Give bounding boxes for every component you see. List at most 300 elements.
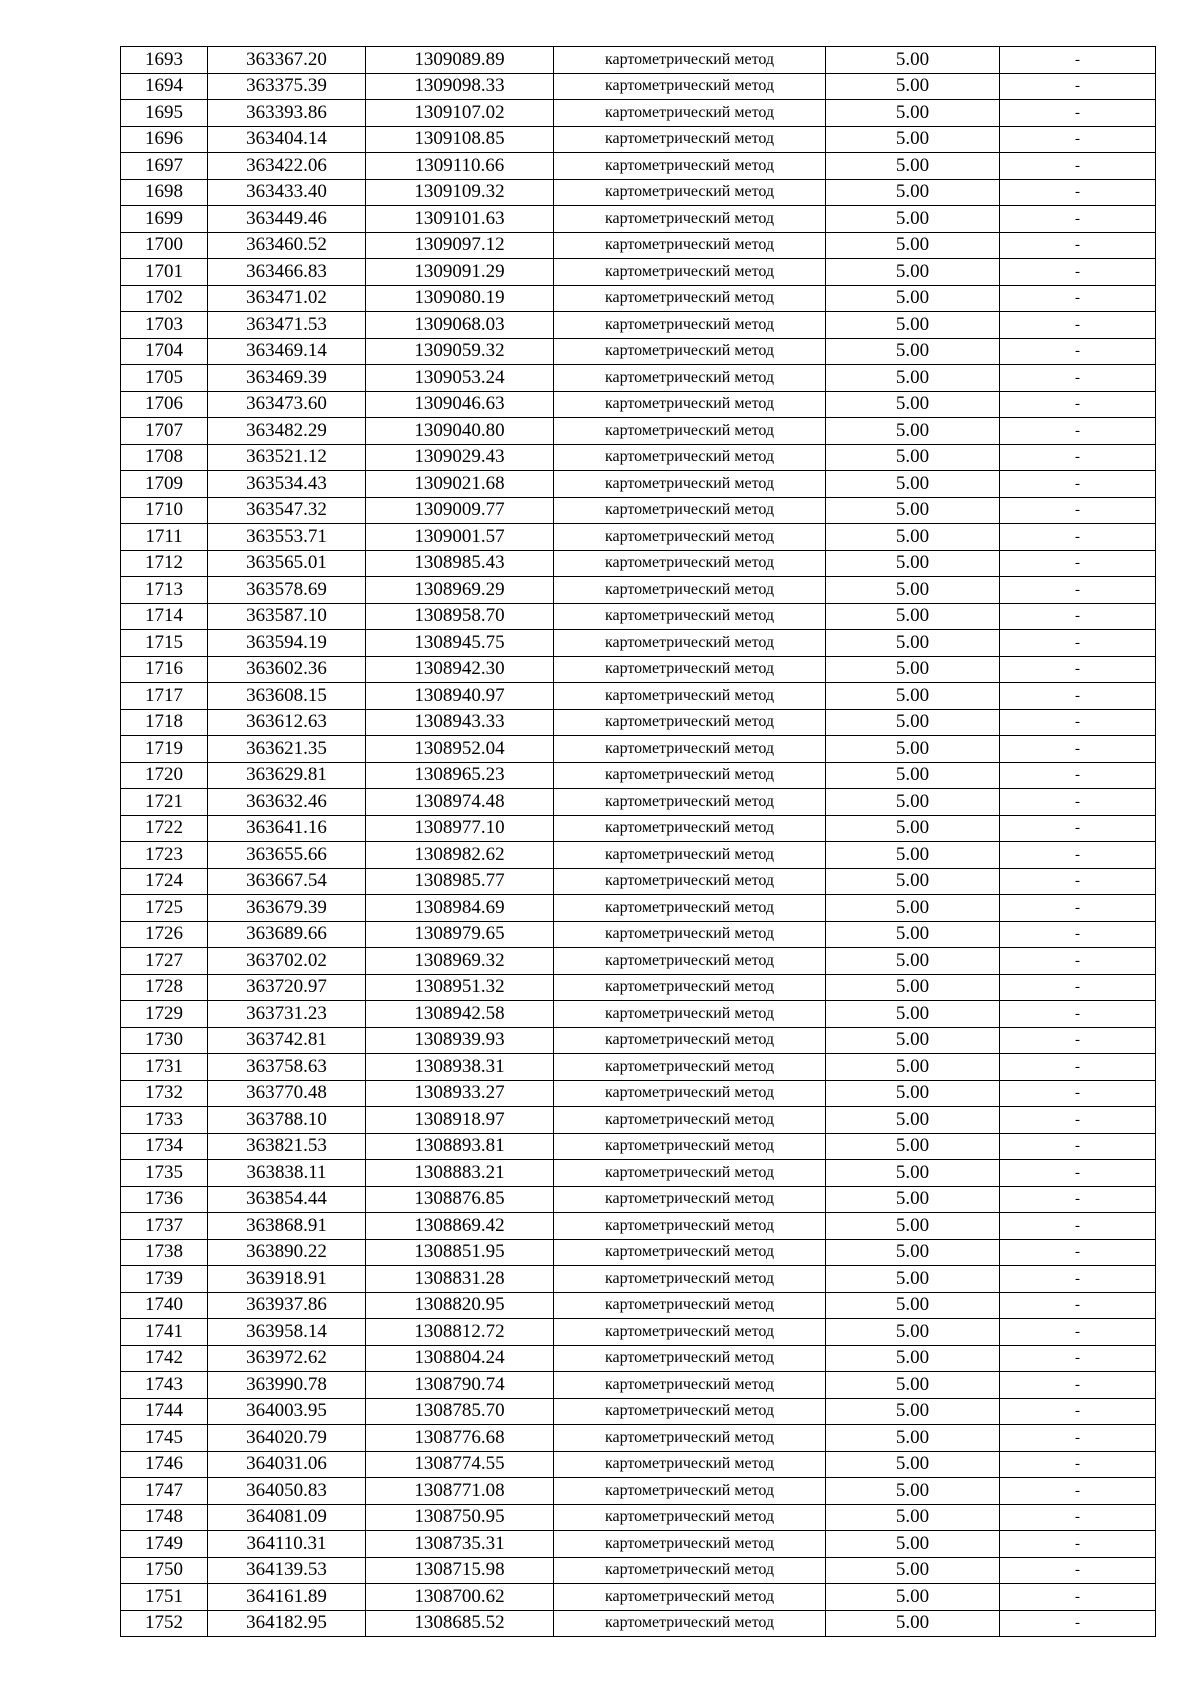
accuracy-cell: 5.00 <box>826 974 1000 1001</box>
accuracy-cell: 5.00 <box>826 1610 1000 1637</box>
method-cell: картометрический метод <box>554 1239 826 1266</box>
table-row <box>121 1610 1156 1637</box>
y-coordinate-cell: 1309101.63 <box>366 206 554 233</box>
y-coordinate-cell: 1308869.42 <box>366 1213 554 1240</box>
x-coordinate-cell: 363553.71 <box>208 524 366 551</box>
table-row <box>121 1107 1156 1134</box>
x-coordinate-cell: 363594.19 <box>208 630 366 657</box>
method-cell: картометрический метод <box>554 206 826 233</box>
accuracy-cell: 5.00 <box>826 1107 1000 1134</box>
accuracy-cell: 5.00 <box>826 789 1000 816</box>
method-cell: картометрический метод <box>554 1345 826 1372</box>
x-coordinate-cell: 363608.15 <box>208 683 366 710</box>
note-cell: - <box>1000 1610 1156 1637</box>
y-coordinate-cell: 1308715.98 <box>366 1557 554 1584</box>
accuracy-cell: 5.00 <box>826 471 1000 498</box>
accuracy-cell: 5.00 <box>826 577 1000 604</box>
point-number-cell: 1740 <box>121 1292 208 1319</box>
y-coordinate-cell: 1309089.89 <box>366 47 554 74</box>
accuracy-cell: 5.00 <box>826 1425 1000 1452</box>
x-coordinate-cell: 363547.32 <box>208 497 366 524</box>
point-number-cell: 1714 <box>121 603 208 630</box>
y-coordinate-cell: 1308958.70 <box>366 603 554 630</box>
y-coordinate-cell: 1308820.95 <box>366 1292 554 1319</box>
x-coordinate-cell: 363667.54 <box>208 868 366 895</box>
note-cell: - <box>1000 338 1156 365</box>
table-row <box>121 789 1156 816</box>
y-coordinate-cell: 1308933.27 <box>366 1080 554 1107</box>
accuracy-cell: 5.00 <box>826 391 1000 418</box>
table-row <box>121 709 1156 736</box>
table-row <box>121 1080 1156 1107</box>
table-row <box>121 418 1156 445</box>
point-number-cell: 1738 <box>121 1239 208 1266</box>
x-coordinate-cell: 363702.02 <box>208 948 366 975</box>
x-coordinate-cell: 363655.66 <box>208 842 366 869</box>
x-coordinate-cell: 363469.39 <box>208 365 366 392</box>
accuracy-cell: 5.00 <box>826 1239 1000 1266</box>
accuracy-cell: 5.00 <box>826 762 1000 789</box>
y-coordinate-cell: 1308685.52 <box>366 1610 554 1637</box>
table-row <box>121 444 1156 471</box>
accuracy-cell: 5.00 <box>826 1160 1000 1187</box>
x-coordinate-cell: 363393.86 <box>208 100 366 127</box>
y-coordinate-cell: 1309053.24 <box>366 365 554 392</box>
method-cell: картометрический метод <box>554 842 826 869</box>
point-number-cell: 1710 <box>121 497 208 524</box>
accuracy-cell: 5.00 <box>826 444 1000 471</box>
table-row <box>121 1027 1156 1054</box>
table-row <box>121 1001 1156 1028</box>
accuracy-cell: 5.00 <box>826 418 1000 445</box>
method-cell: картометрический метод <box>554 1213 826 1240</box>
note-cell: - <box>1000 1319 1156 1346</box>
accuracy-cell: 5.00 <box>826 1001 1000 1028</box>
table-row <box>121 153 1156 180</box>
point-number-cell: 1752 <box>121 1610 208 1637</box>
x-coordinate-cell: 363770.48 <box>208 1080 366 1107</box>
method-cell: картометрический метод <box>554 974 826 1001</box>
coordinates-table <box>120 46 1156 1637</box>
x-coordinate-cell: 364031.06 <box>208 1451 366 1478</box>
method-cell: картометрический метод <box>554 1557 826 1584</box>
y-coordinate-cell: 1308940.97 <box>366 683 554 710</box>
method-cell: картометрический метод <box>554 1425 826 1452</box>
point-number-cell: 1737 <box>121 1213 208 1240</box>
method-cell: картометрический метод <box>554 153 826 180</box>
method-cell: картометрический метод <box>554 815 826 842</box>
note-cell: - <box>1000 1213 1156 1240</box>
x-coordinate-cell: 363854.44 <box>208 1186 366 1213</box>
point-number-cell: 1711 <box>121 524 208 551</box>
table-row <box>121 1531 1156 1558</box>
x-coordinate-cell: 363868.91 <box>208 1213 366 1240</box>
table-row <box>121 524 1156 551</box>
x-coordinate-cell: 364139.53 <box>208 1557 366 1584</box>
point-number-cell: 1696 <box>121 126 208 153</box>
x-coordinate-cell: 363471.02 <box>208 285 366 312</box>
note-cell: - <box>1000 1584 1156 1611</box>
method-cell: картометрический метод <box>554 47 826 74</box>
point-number-cell: 1720 <box>121 762 208 789</box>
x-coordinate-cell: 364081.09 <box>208 1504 366 1531</box>
method-cell: картометрический метод <box>554 391 826 418</box>
table-row <box>121 895 1156 922</box>
method-cell: картометрический метод <box>554 948 826 975</box>
note-cell: - <box>1000 153 1156 180</box>
table-row <box>121 206 1156 233</box>
y-coordinate-cell: 1309110.66 <box>366 153 554 180</box>
x-coordinate-cell: 363449.46 <box>208 206 366 233</box>
point-number-cell: 1734 <box>121 1133 208 1160</box>
method-cell: картометрический метод <box>554 497 826 524</box>
method-cell: картометрический метод <box>554 1107 826 1134</box>
note-cell: - <box>1000 1080 1156 1107</box>
y-coordinate-cell: 1309040.80 <box>366 418 554 445</box>
note-cell: - <box>1000 179 1156 206</box>
method-cell: картометрический метод <box>554 285 826 312</box>
x-coordinate-cell: 363621.35 <box>208 736 366 763</box>
point-number-cell: 1744 <box>121 1398 208 1425</box>
method-cell: картометрический метод <box>554 73 826 100</box>
point-number-cell: 1713 <box>121 577 208 604</box>
note-cell: - <box>1000 1557 1156 1584</box>
point-number-cell: 1701 <box>121 259 208 286</box>
x-coordinate-cell: 364110.31 <box>208 1531 366 1558</box>
method-cell: картометрический метод <box>554 1027 826 1054</box>
note-cell: - <box>1000 1054 1156 1081</box>
point-number-cell: 1721 <box>121 789 208 816</box>
x-coordinate-cell: 364050.83 <box>208 1478 366 1505</box>
x-coordinate-cell: 363521.12 <box>208 444 366 471</box>
point-number-cell: 1703 <box>121 312 208 339</box>
y-coordinate-cell: 1309068.03 <box>366 312 554 339</box>
accuracy-cell: 5.00 <box>826 312 1000 339</box>
method-cell: картометрический метод <box>554 1001 826 1028</box>
point-number-cell: 1741 <box>121 1319 208 1346</box>
point-number-cell: 1697 <box>121 153 208 180</box>
note-cell: - <box>1000 47 1156 74</box>
accuracy-cell: 5.00 <box>826 1133 1000 1160</box>
accuracy-cell: 5.00 <box>826 497 1000 524</box>
y-coordinate-cell: 1309107.02 <box>366 100 554 127</box>
table-row <box>121 1451 1156 1478</box>
table-row <box>121 656 1156 683</box>
table-row <box>121 391 1156 418</box>
accuracy-cell: 5.00 <box>826 338 1000 365</box>
table-row <box>121 815 1156 842</box>
accuracy-cell: 5.00 <box>826 47 1000 74</box>
accuracy-cell: 5.00 <box>826 736 1000 763</box>
table-row <box>121 1186 1156 1213</box>
x-coordinate-cell: 363469.14 <box>208 338 366 365</box>
note-cell: - <box>1000 709 1156 736</box>
note-cell: - <box>1000 391 1156 418</box>
y-coordinate-cell: 1308969.29 <box>366 577 554 604</box>
point-number-cell: 1715 <box>121 630 208 657</box>
accuracy-cell: 5.00 <box>826 550 1000 577</box>
note-cell: - <box>1000 921 1156 948</box>
table-row <box>121 285 1156 312</box>
note-cell: - <box>1000 206 1156 233</box>
x-coordinate-cell: 363742.81 <box>208 1027 366 1054</box>
table-row <box>121 630 1156 657</box>
x-coordinate-cell: 363578.69 <box>208 577 366 604</box>
accuracy-cell: 5.00 <box>826 73 1000 100</box>
table-row <box>121 974 1156 1001</box>
x-coordinate-cell: 363612.63 <box>208 709 366 736</box>
x-coordinate-cell: 363473.60 <box>208 391 366 418</box>
method-cell: картометрический метод <box>554 1398 826 1425</box>
table-row <box>121 868 1156 895</box>
table-row <box>121 1584 1156 1611</box>
point-number-cell: 1706 <box>121 391 208 418</box>
table-row <box>121 1425 1156 1452</box>
y-coordinate-cell: 1308918.97 <box>366 1107 554 1134</box>
point-number-cell: 1719 <box>121 736 208 763</box>
method-cell: картометрический метод <box>554 1080 826 1107</box>
table-row <box>121 1557 1156 1584</box>
accuracy-cell: 5.00 <box>826 1584 1000 1611</box>
x-coordinate-cell: 363679.39 <box>208 895 366 922</box>
x-coordinate-cell: 363758.63 <box>208 1054 366 1081</box>
table-row <box>121 736 1156 763</box>
table-row <box>121 1266 1156 1293</box>
y-coordinate-cell: 1308750.95 <box>366 1504 554 1531</box>
y-coordinate-cell: 1308952.04 <box>366 736 554 763</box>
y-coordinate-cell: 1308977.10 <box>366 815 554 842</box>
x-coordinate-cell: 364003.95 <box>208 1398 366 1425</box>
note-cell: - <box>1000 1504 1156 1531</box>
accuracy-cell: 5.00 <box>826 1398 1000 1425</box>
method-cell: картометрический метод <box>554 895 826 922</box>
point-number-cell: 1748 <box>121 1504 208 1531</box>
note-cell: - <box>1000 762 1156 789</box>
note-cell: - <box>1000 1425 1156 1452</box>
y-coordinate-cell: 1309097.12 <box>366 232 554 259</box>
method-cell: картометрический метод <box>554 312 826 339</box>
accuracy-cell: 5.00 <box>826 1478 1000 1505</box>
table-row <box>121 1372 1156 1399</box>
x-coordinate-cell: 363471.53 <box>208 312 366 339</box>
table-row <box>121 471 1156 498</box>
x-coordinate-cell: 363460.52 <box>208 232 366 259</box>
note-cell: - <box>1000 232 1156 259</box>
method-cell: картометрический метод <box>554 471 826 498</box>
method-cell: картометрический метод <box>554 550 826 577</box>
y-coordinate-cell: 1308774.55 <box>366 1451 554 1478</box>
method-cell: картометрический метод <box>554 1319 826 1346</box>
x-coordinate-cell: 363890.22 <box>208 1239 366 1266</box>
point-number-cell: 1735 <box>121 1160 208 1187</box>
y-coordinate-cell: 1309029.43 <box>366 444 554 471</box>
note-cell: - <box>1000 471 1156 498</box>
table-row <box>121 762 1156 789</box>
point-number-cell: 1725 <box>121 895 208 922</box>
point-number-cell: 1731 <box>121 1054 208 1081</box>
point-number-cell: 1717 <box>121 683 208 710</box>
point-number-cell: 1704 <box>121 338 208 365</box>
accuracy-cell: 5.00 <box>826 921 1000 948</box>
y-coordinate-cell: 1309080.19 <box>366 285 554 312</box>
note-cell: - <box>1000 789 1156 816</box>
x-coordinate-cell: 363720.97 <box>208 974 366 1001</box>
method-cell: картометрический метод <box>554 1372 826 1399</box>
note-cell: - <box>1000 1239 1156 1266</box>
table-row <box>121 232 1156 259</box>
table-row <box>121 73 1156 100</box>
x-coordinate-cell: 363918.91 <box>208 1266 366 1293</box>
point-number-cell: 1699 <box>121 206 208 233</box>
x-coordinate-cell: 363838.11 <box>208 1160 366 1187</box>
method-cell: картометрический метод <box>554 338 826 365</box>
table-row <box>121 1345 1156 1372</box>
note-cell: - <box>1000 100 1156 127</box>
method-cell: картометрический метод <box>554 1451 826 1478</box>
y-coordinate-cell: 1308969.32 <box>366 948 554 975</box>
x-coordinate-cell: 363731.23 <box>208 1001 366 1028</box>
note-cell: - <box>1000 1292 1156 1319</box>
x-coordinate-cell: 364020.79 <box>208 1425 366 1452</box>
accuracy-cell: 5.00 <box>826 868 1000 895</box>
accuracy-cell: 5.00 <box>826 126 1000 153</box>
note-cell: - <box>1000 1027 1156 1054</box>
note-cell: - <box>1000 895 1156 922</box>
table-row <box>121 47 1156 74</box>
y-coordinate-cell: 1308700.62 <box>366 1584 554 1611</box>
y-coordinate-cell: 1308785.70 <box>366 1398 554 1425</box>
note-cell: - <box>1000 524 1156 551</box>
point-number-cell: 1724 <box>121 868 208 895</box>
method-cell: картометрический метод <box>554 1478 826 1505</box>
point-number-cell: 1733 <box>121 1107 208 1134</box>
table-row <box>121 1504 1156 1531</box>
note-cell: - <box>1000 1001 1156 1028</box>
point-number-cell: 1712 <box>121 550 208 577</box>
y-coordinate-cell: 1308790.74 <box>366 1372 554 1399</box>
accuracy-cell: 5.00 <box>826 1292 1000 1319</box>
x-coordinate-cell: 363466.83 <box>208 259 366 286</box>
note-cell: - <box>1000 1398 1156 1425</box>
y-coordinate-cell: 1308982.62 <box>366 842 554 869</box>
x-coordinate-cell: 363689.66 <box>208 921 366 948</box>
method-cell: картометрический метод <box>554 259 826 286</box>
accuracy-cell: 5.00 <box>826 259 1000 286</box>
table-row <box>121 1398 1156 1425</box>
y-coordinate-cell: 1309109.32 <box>366 179 554 206</box>
table-row <box>121 338 1156 365</box>
note-cell: - <box>1000 577 1156 604</box>
table-row <box>121 577 1156 604</box>
method-cell: картометрический метод <box>554 762 826 789</box>
note-cell: - <box>1000 1451 1156 1478</box>
note-cell: - <box>1000 1345 1156 1372</box>
point-number-cell: 1708 <box>121 444 208 471</box>
note-cell: - <box>1000 418 1156 445</box>
x-coordinate-cell: 363958.14 <box>208 1319 366 1346</box>
y-coordinate-cell: 1308771.08 <box>366 1478 554 1505</box>
note-cell: - <box>1000 1372 1156 1399</box>
point-number-cell: 1694 <box>121 73 208 100</box>
table-row <box>121 1133 1156 1160</box>
accuracy-cell: 5.00 <box>826 603 1000 630</box>
accuracy-cell: 5.00 <box>826 1531 1000 1558</box>
y-coordinate-cell: 1308985.43 <box>366 550 554 577</box>
table-row <box>121 1160 1156 1187</box>
note-cell: - <box>1000 1186 1156 1213</box>
note-cell: - <box>1000 497 1156 524</box>
method-cell: картометрический метод <box>554 418 826 445</box>
x-coordinate-cell: 363482.29 <box>208 418 366 445</box>
method-cell: картометрический метод <box>554 1292 826 1319</box>
table-row <box>121 312 1156 339</box>
accuracy-cell: 5.00 <box>826 285 1000 312</box>
coordinates-table-body <box>121 47 1156 1637</box>
accuracy-cell: 5.00 <box>826 895 1000 922</box>
y-coordinate-cell: 1308945.75 <box>366 630 554 657</box>
y-coordinate-cell: 1308951.32 <box>366 974 554 1001</box>
accuracy-cell: 5.00 <box>826 1080 1000 1107</box>
point-number-cell: 1743 <box>121 1372 208 1399</box>
y-coordinate-cell: 1308776.68 <box>366 1425 554 1452</box>
note-cell: - <box>1000 1133 1156 1160</box>
method-cell: картометрический метод <box>554 126 826 153</box>
method-cell: картометрический метод <box>554 921 826 948</box>
y-coordinate-cell: 1308812.72 <box>366 1319 554 1346</box>
note-cell: - <box>1000 285 1156 312</box>
method-cell: картометрический метод <box>554 444 826 471</box>
method-cell: картометрический метод <box>554 1186 826 1213</box>
x-coordinate-cell: 364182.95 <box>208 1610 366 1637</box>
method-cell: картометрический метод <box>554 365 826 392</box>
note-cell: - <box>1000 736 1156 763</box>
method-cell: картометрический метод <box>554 868 826 895</box>
x-coordinate-cell: 363602.36 <box>208 656 366 683</box>
point-number-cell: 1749 <box>121 1531 208 1558</box>
y-coordinate-cell: 1308974.48 <box>366 789 554 816</box>
x-coordinate-cell: 363433.40 <box>208 179 366 206</box>
y-coordinate-cell: 1308942.30 <box>366 656 554 683</box>
note-cell: - <box>1000 815 1156 842</box>
accuracy-cell: 5.00 <box>826 365 1000 392</box>
accuracy-cell: 5.00 <box>826 1345 1000 1372</box>
note-cell: - <box>1000 1478 1156 1505</box>
table-row <box>121 1239 1156 1266</box>
y-coordinate-cell: 1308893.81 <box>366 1133 554 1160</box>
table-row <box>121 921 1156 948</box>
y-coordinate-cell: 1308939.93 <box>366 1027 554 1054</box>
table-row <box>121 179 1156 206</box>
point-number-cell: 1722 <box>121 815 208 842</box>
y-coordinate-cell: 1308985.77 <box>366 868 554 895</box>
y-coordinate-cell: 1308851.95 <box>366 1239 554 1266</box>
y-coordinate-cell: 1308984.69 <box>366 895 554 922</box>
x-coordinate-cell: 363641.16 <box>208 815 366 842</box>
y-coordinate-cell: 1308831.28 <box>366 1266 554 1293</box>
y-coordinate-cell: 1309098.33 <box>366 73 554 100</box>
accuracy-cell: 5.00 <box>826 100 1000 127</box>
accuracy-cell: 5.00 <box>826 1319 1000 1346</box>
y-coordinate-cell: 1308735.31 <box>366 1531 554 1558</box>
table-row <box>121 683 1156 710</box>
note-cell: - <box>1000 603 1156 630</box>
accuracy-cell: 5.00 <box>826 1266 1000 1293</box>
accuracy-cell: 5.00 <box>826 630 1000 657</box>
x-coordinate-cell: 363534.43 <box>208 471 366 498</box>
accuracy-cell: 5.00 <box>826 948 1000 975</box>
y-coordinate-cell: 1308883.21 <box>366 1160 554 1187</box>
accuracy-cell: 5.00 <box>826 815 1000 842</box>
